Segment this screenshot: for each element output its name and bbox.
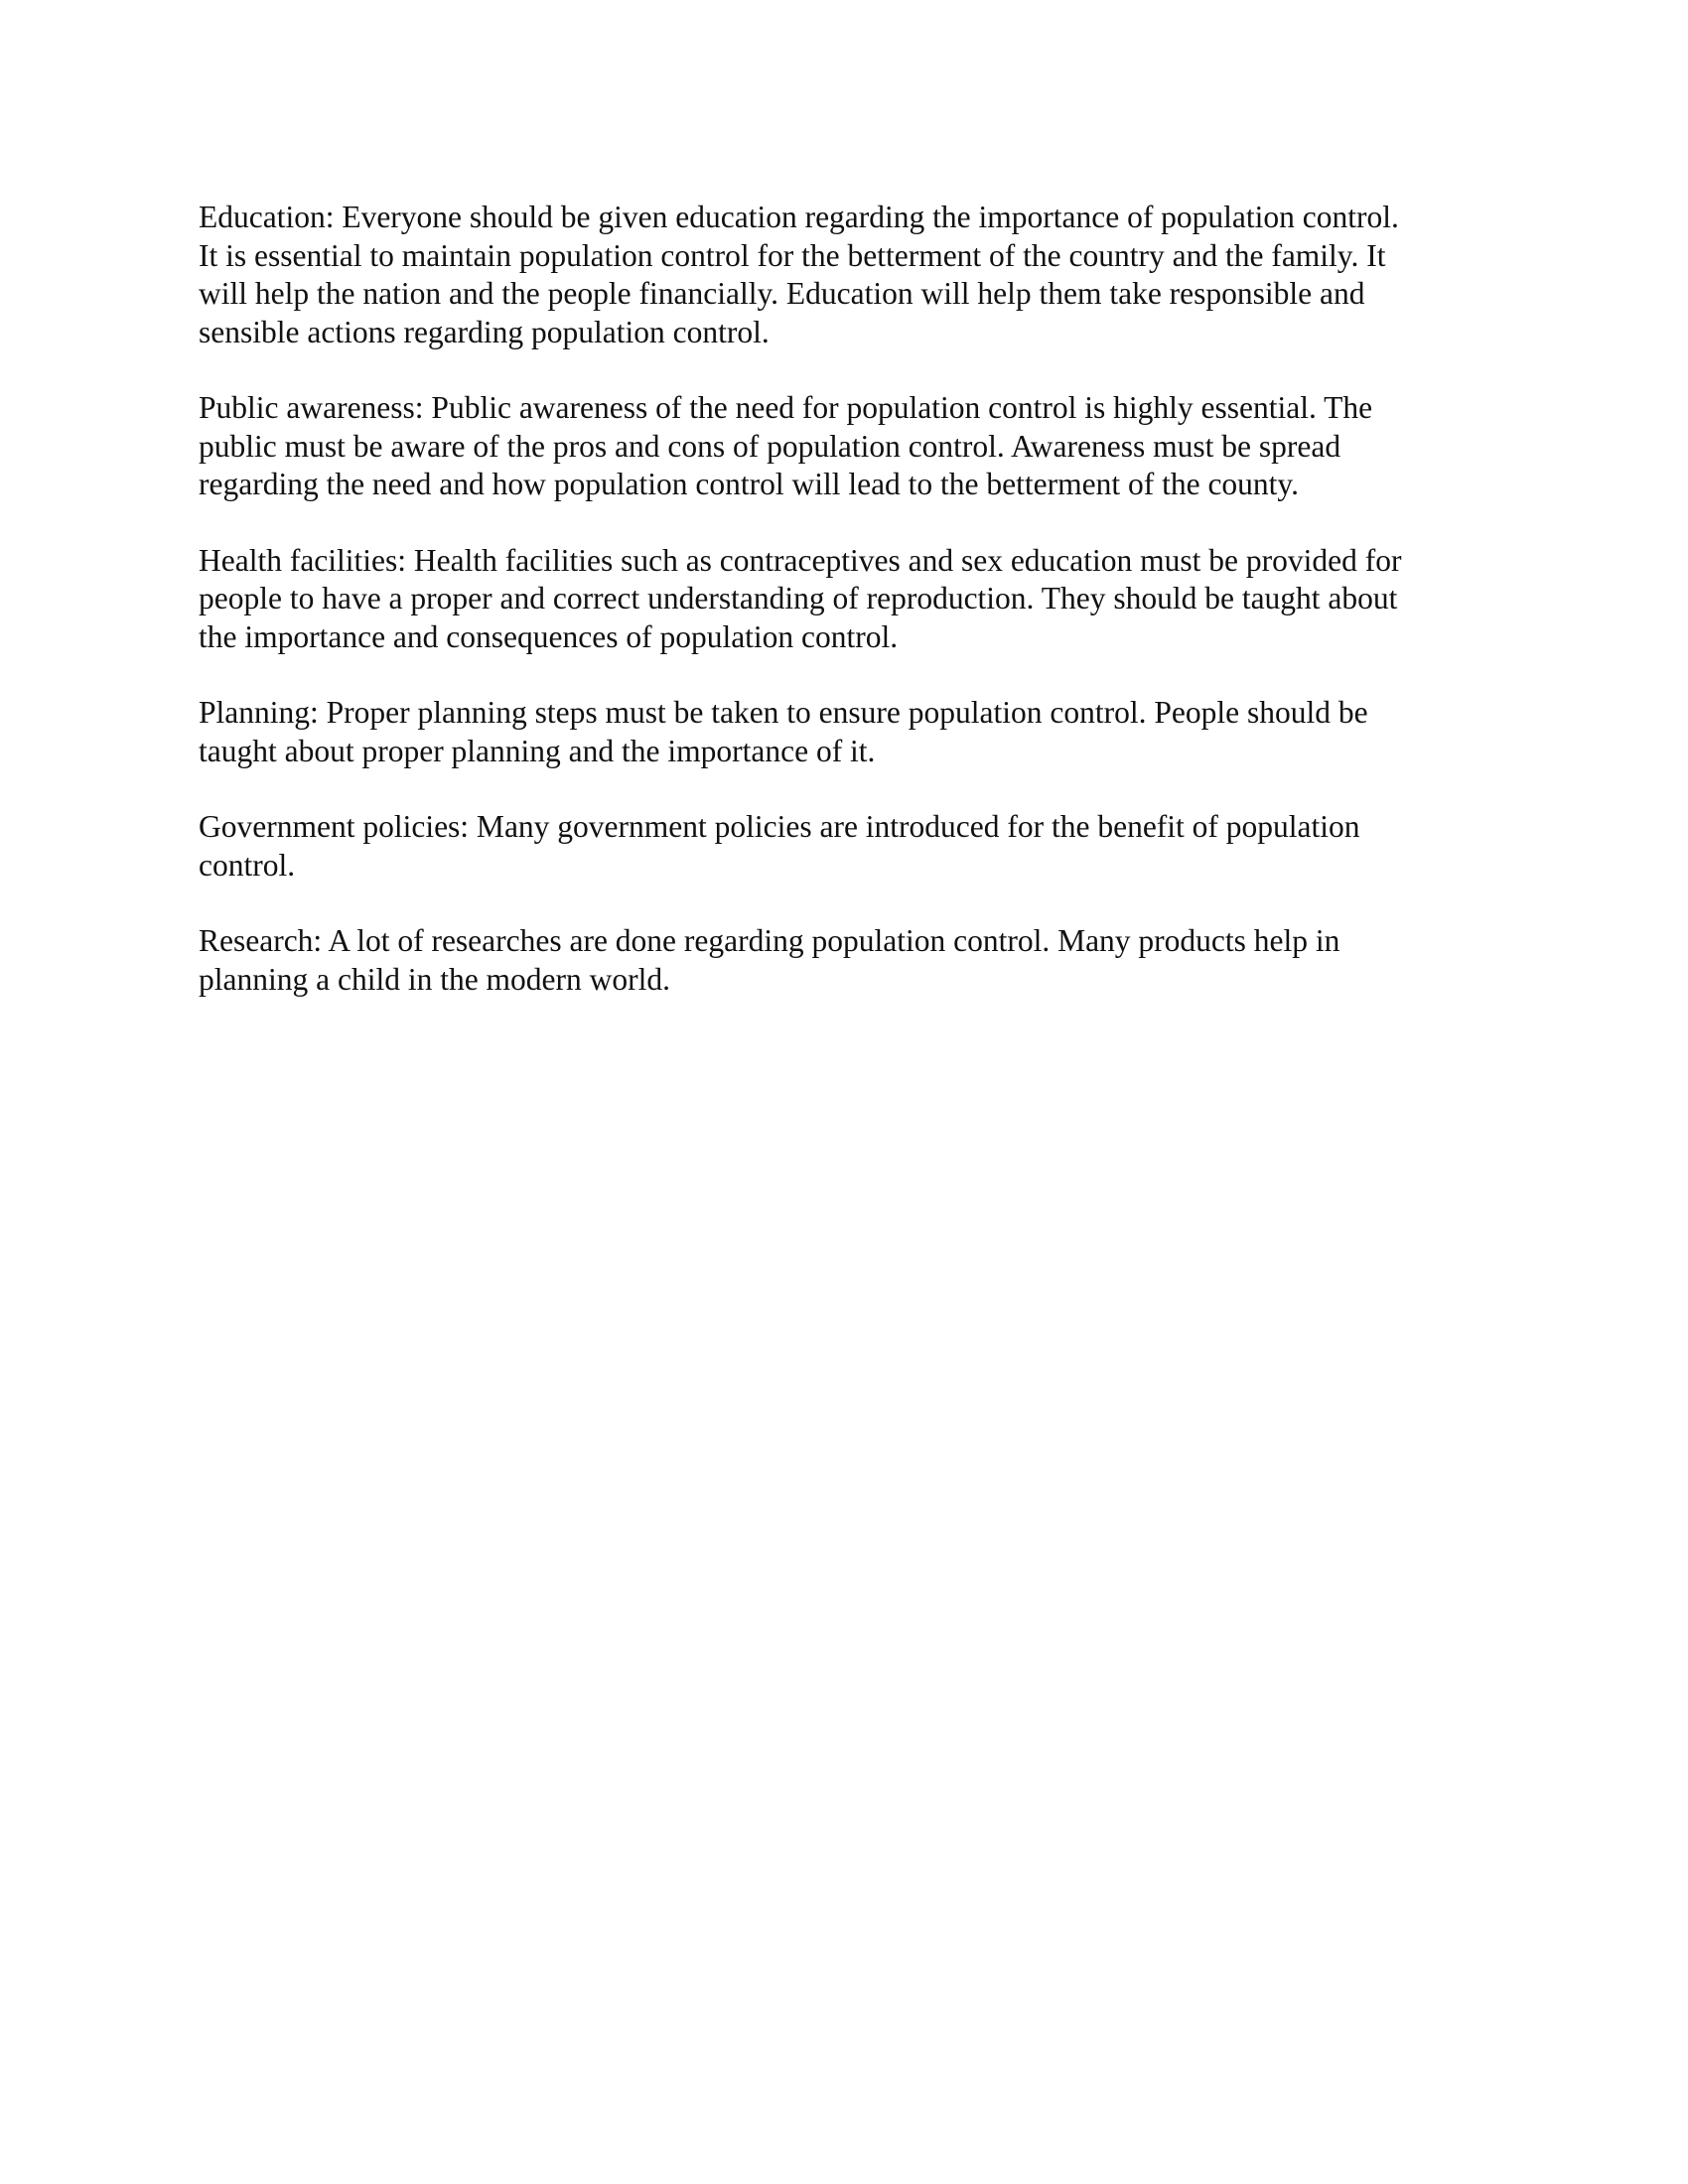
text-line: will help the nation and the people financially. Education will help them take responsible and bbox=[199, 276, 1365, 311]
text-line: people to have a proper and correct understanding of reproduction. They should be taught about bbox=[199, 581, 1398, 615]
text-line: public must be aware of the pros and cons of population control. Awareness must be spread bbox=[199, 428, 1341, 464]
text-line: It is essential to maintain population control for the betterment of the country and the family. It bbox=[199, 237, 1386, 273]
paragraph-government-policies bbox=[199, 808, 1489, 885]
text-line: sensible actions regarding population control. bbox=[199, 314, 770, 349]
text-line: Research: A lot of researches are done regarding population control. Many products help in bbox=[199, 923, 1340, 958]
text-line: Planning: Proper planning steps must be taken to ensure population control. People should be bbox=[199, 695, 1368, 730]
text-line: the importance and consequences of population control. bbox=[199, 618, 899, 654]
paragraph-planning bbox=[199, 694, 1489, 770]
text-line: planning a child in the modern world. bbox=[199, 961, 671, 997]
text-line: Health facilities: Health facilities such as contraceptives and sex education must be provided for bbox=[199, 542, 1402, 578]
paragraph-research bbox=[199, 922, 1489, 999]
paragraph-public-awareness bbox=[199, 389, 1489, 504]
text-line: Education: Everyone should be given education regarding the importance of population control. bbox=[199, 200, 1399, 234]
paragraph-education bbox=[199, 199, 1489, 351]
text-line: Government policies: Many government policies are introduced for the benefit of population bbox=[199, 809, 1360, 844]
text-line: regarding the need and how population control will lead to the betterment of the county. bbox=[199, 467, 1300, 501]
paragraph-health-facilities bbox=[199, 542, 1489, 657]
text-line: control. bbox=[199, 847, 296, 883]
text-line: Public awareness: Public awareness of the need for population control is highly essential. The bbox=[199, 390, 1373, 425]
text-line: taught about proper planning and the importance of it. bbox=[199, 733, 876, 768]
document-body bbox=[199, 199, 1489, 1036]
